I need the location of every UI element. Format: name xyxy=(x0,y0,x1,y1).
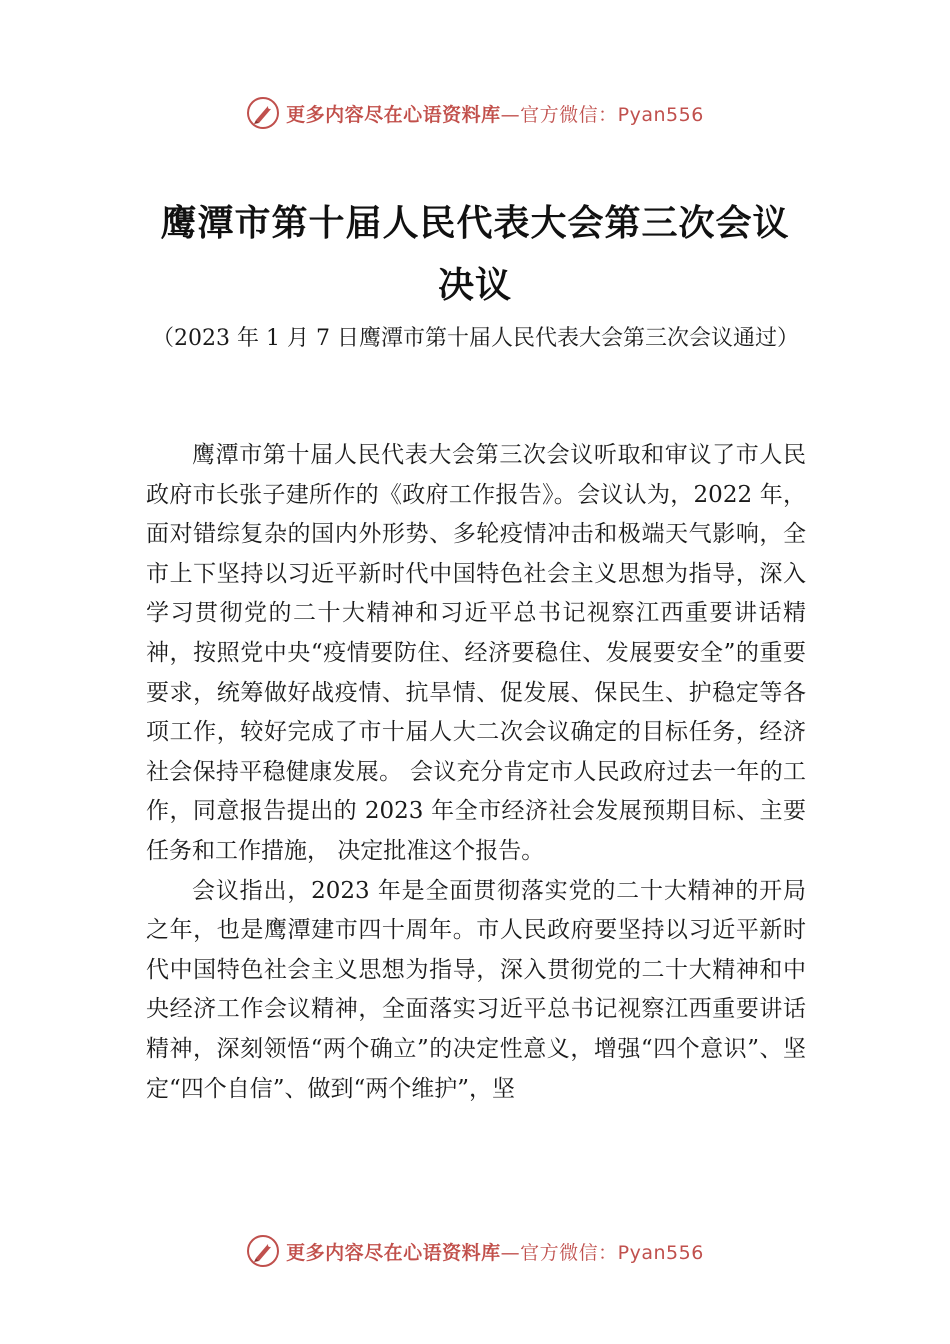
watermark-contact-text: 官方微信：Pyan556 xyxy=(520,103,704,126)
watermark-contact-text: 官方微信：Pyan556 xyxy=(520,1241,704,1264)
watermark-main-text: 更多内容尽在心语资料库 xyxy=(286,1241,501,1264)
document-subtitle: （2023 年 1 月 7 日鹰潭市第十届人民代表大会第三次会议通过） xyxy=(152,326,799,351)
pen-logo-icon xyxy=(246,1234,280,1268)
watermark-text xyxy=(286,100,704,127)
pen-logo-icon xyxy=(246,96,280,130)
watermark-text xyxy=(286,1238,704,1265)
footer-watermark xyxy=(0,1234,950,1268)
header-watermark xyxy=(0,96,950,130)
watermark-separator: — xyxy=(500,1241,521,1264)
watermark-separator: — xyxy=(500,103,521,126)
body-paragraph: 会议指出，2023 年是全面贯彻落实党的二十大精神的开局之年，也是鹰潭建市四十周年。市人民政府要坚持以习近平新时代中国特色社会主义思想为指导，深入贯彻党的二十大精神和中央经济工作会议精神，全面落实习近平总书记视察江西重要讲话精神，深刻领悟“两个确立”的决定性意义，增强“四个意识”、坚定“四个自信”、做到“两个维护”，坚 xyxy=(146,877,806,1102)
body-paragraph: 鹰潭市第十届人民代表大会第三次会议听取和审议了市人民政府市长张子建所作的《政府工作报告》。会议认为，2022 年，面对错综复杂的国内外形势、多轮疫情冲击和极端天气影响，全市上下坚持以习近平新时代中国特色社会主义思想为指导，深入学习贯彻党的二十大精神和习近平总书记视察江西重要讲话精神，按照党中央“疫情要防住、经济要稳住、发展要安全”的重要要求，统筹做好战疫情、抗旱情、促发展、保民生、护稳定等各项工作，较好完成了市十届人大二次会议确定的目标任务，经济社会保持平稳健康发展。 会议充分肯定市人民政府过去一年的工作，同意报告提出的 2023 年全市经济社会发展预期目标、主要任务和工作措施， 决定批准这个报告。 xyxy=(146,442,806,864)
watermark-main-text: 更多内容尽在心语资料库 xyxy=(286,103,501,126)
document-title: 鹰潭市第十届人民代表大会第三次会议决议 xyxy=(160,202,790,306)
document-body xyxy=(146,436,806,1109)
